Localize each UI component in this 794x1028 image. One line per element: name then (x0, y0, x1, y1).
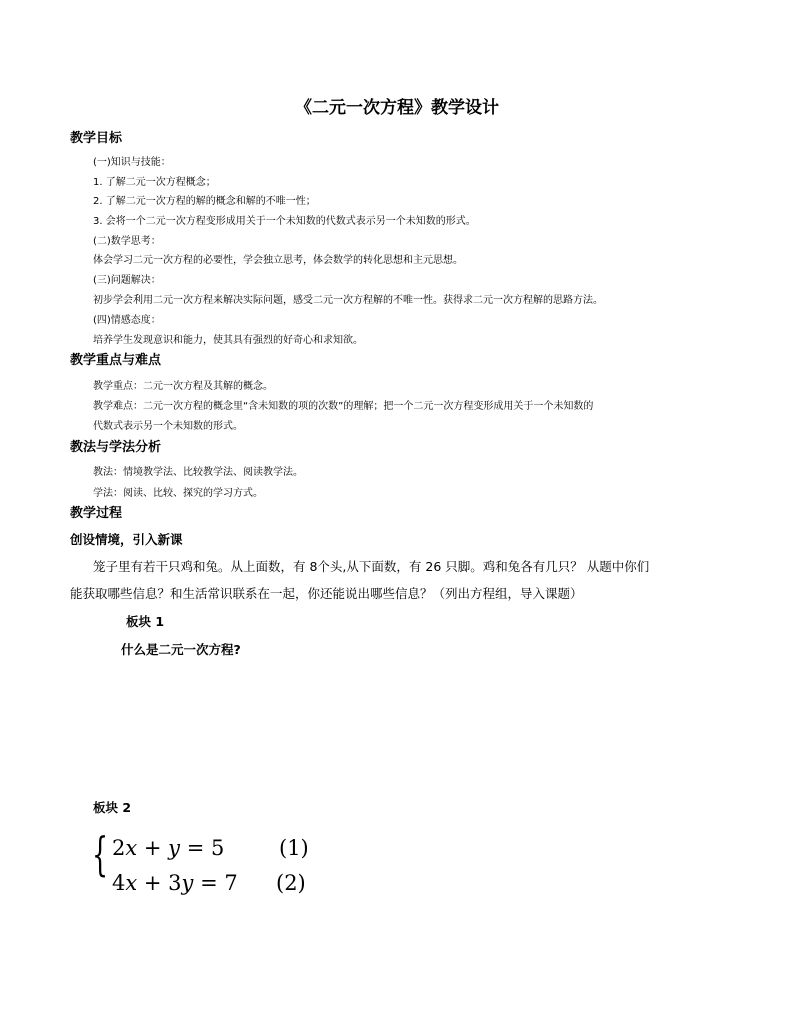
key-difficulty-line2: 代数式表示另一个未知数的形式。 (93, 421, 243, 432)
block2-heading: 板块 2 (93, 800, 132, 815)
question-heading: 什么是二元一次方程? (121, 642, 241, 657)
problem-text: 初步学会利用二元一次方程来解决实际问题，感受二元一次方程解的不唯一性。获得求二元一次方程解的思路方法。 (93, 295, 603, 306)
goal-item-2: 2. 了解二元一次方程的解的概念和解的不唯一性； (93, 196, 316, 207)
subheading-knowledge: (一)知识与技能： (93, 157, 171, 168)
scenario-line2: 能获取哪些信息？和生活常识联系在一起，你还能说出哪些信息？（列出方程组，导入课题） (70, 586, 583, 601)
key-difficulty-line1: 教学难点：二元一次方程的概念里“含未知数的项的次数”的理解；把一个二元一次方程变形成用关于一个未知数的 (93, 401, 594, 412)
eq1-plus: + (137, 836, 169, 860)
section-heading-goals: 教学目标 (70, 131, 123, 146)
goal-item-1: 1. 了解二元一次方程概念； (93, 177, 216, 188)
intro-heading: 创设情境，引入新课 (70, 532, 183, 547)
eq1-x: x (125, 836, 138, 860)
eq2-rhs: = 7 (193, 871, 238, 895)
eq2-plus: + 3 (137, 871, 182, 895)
page-title: 《二元一次方程》教学设计 (295, 98, 499, 118)
equation-1-tag: (1) (279, 836, 309, 860)
equation-2 (112, 871, 238, 895)
goal-item-3: 3. 会将一个二元一次方程变形成用关于一个未知数的代数式表示另一个未知数的形式。 (93, 216, 476, 227)
thinking-text: 体会学习二元一次方程的必要性，学会独立思考，体会数学的转化思想和主元思想。 (93, 255, 463, 266)
brace-symbol: { (92, 827, 109, 881)
subheading-thinking: (二)数学思考： (93, 236, 161, 247)
eq2-coef: 4 (112, 871, 126, 895)
block1-heading: 板块 1 (126, 614, 165, 629)
eq2-y: y (181, 871, 194, 895)
scenario-line1: 笼子里有若干只鸡和兔。从上面数，有 8个头,从下面数，有 26 只脚。鸡和兔各有几只？ 从题中你们 (93, 559, 650, 574)
subheading-attitude: (四)情感态度： (93, 315, 161, 326)
method-teach: 教法：情境教学法、比较教学法、阅读教学法。 (93, 467, 303, 478)
eq1-coef: 2 (112, 836, 126, 860)
attitude-text: 培养学生发现意识和能力，使其具有强烈的好奇心和求知欲。 (93, 335, 363, 346)
subheading-problem: (三)问题解决： (93, 275, 161, 286)
eq2-x: x (125, 871, 138, 895)
method-learn: 学法：阅读、比较、探究的学习方式。 (93, 488, 263, 499)
key-focus: 教学重点：二元一次方程及其解的概念。 (93, 381, 273, 392)
section-heading-process: 教学过程 (70, 506, 123, 521)
equation-1 (112, 836, 224, 860)
section-heading-method: 教法与学法分析 (70, 440, 162, 455)
eq1-rhs: = 5 (180, 836, 225, 860)
equation-2-tag: (2) (276, 871, 306, 895)
eq1-y: y (168, 836, 181, 860)
section-heading-key: 教学重点与难点 (70, 353, 162, 368)
